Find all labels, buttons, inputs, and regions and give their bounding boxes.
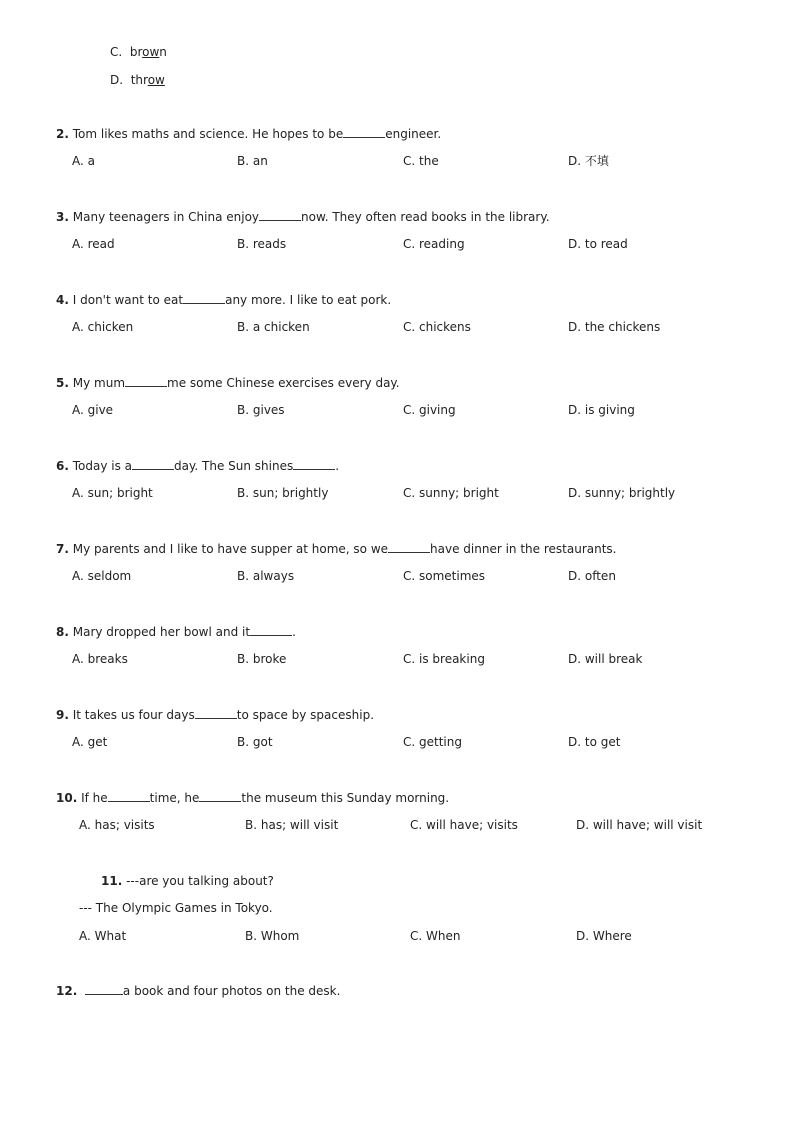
question-stem-part: Mary dropped her bowl and it bbox=[72, 625, 251, 639]
question-10 bbox=[56, 790, 449, 806]
option-d-q1 bbox=[110, 72, 165, 88]
question-stem-part: me some Chinese exercises every day. bbox=[167, 376, 400, 390]
answer-blank[interactable] bbox=[250, 624, 292, 636]
answer-blank[interactable] bbox=[132, 458, 174, 470]
question-number: 6. bbox=[56, 459, 69, 473]
option-b[interactable]: B. got bbox=[237, 735, 273, 749]
option-a[interactable]: A. read bbox=[72, 237, 115, 251]
question-6 bbox=[56, 458, 339, 474]
question-stem-part: I don't want to eat bbox=[72, 293, 184, 307]
question-number: 2. bbox=[56, 127, 69, 141]
answer-blank[interactable] bbox=[108, 790, 150, 802]
question-7 bbox=[56, 541, 616, 557]
option-b[interactable]: B. sun; brightly bbox=[237, 486, 329, 500]
option-c[interactable]: C. When bbox=[410, 929, 461, 943]
option-text-post: n bbox=[159, 45, 167, 59]
option-b[interactable]: B. gives bbox=[237, 403, 285, 417]
option-b[interactable]: B. has; will visit bbox=[245, 818, 339, 832]
option-d[interactable]: D. sunny; brightly bbox=[568, 486, 676, 500]
question-stem-part: have dinner in the restaurants. bbox=[430, 542, 617, 556]
question-stem-part: engineer. bbox=[385, 127, 442, 141]
question-stem-part: If he bbox=[81, 791, 108, 805]
option-a[interactable]: A. a bbox=[72, 154, 95, 168]
option-b[interactable]: B. a chicken bbox=[237, 320, 310, 334]
answer-blank[interactable] bbox=[125, 375, 167, 387]
option-c[interactable]: C. will have; visits bbox=[410, 818, 518, 832]
question-number: 11. bbox=[101, 874, 123, 888]
question-4 bbox=[56, 292, 391, 308]
question-stem: a book and four photos on the desk. bbox=[122, 984, 341, 998]
option-letter: D. bbox=[110, 73, 124, 87]
question-stem-part: any more. I like to eat pork. bbox=[225, 293, 392, 307]
option-c[interactable]: C. sometimes bbox=[403, 569, 486, 583]
option-c[interactable]: C. chickens bbox=[403, 320, 471, 334]
question-number: 5. bbox=[56, 376, 69, 390]
answer-blank[interactable] bbox=[388, 541, 430, 553]
answer-blank[interactable] bbox=[199, 790, 241, 802]
option-b[interactable]: B. an bbox=[237, 154, 268, 168]
question-number: 8. bbox=[56, 625, 69, 639]
question-stem-part: the museum this Sunday morning. bbox=[241, 791, 450, 805]
option-a[interactable]: A. has; visits bbox=[79, 818, 155, 832]
option-d[interactable]: D. to read bbox=[568, 237, 628, 251]
question-stem-part: My mum bbox=[72, 376, 126, 390]
question-stem-part: to space by spaceship. bbox=[236, 708, 375, 722]
option-b[interactable]: B. reads bbox=[237, 237, 287, 251]
question-number: 3. bbox=[56, 210, 69, 224]
answer-blank[interactable] bbox=[293, 458, 335, 470]
question-11 bbox=[101, 873, 274, 889]
question-stem-part: Tom likes maths and science. He hopes to be bbox=[72, 127, 344, 141]
question-stem-part: Today is a bbox=[72, 459, 133, 473]
option-text-pre: thr bbox=[130, 73, 148, 87]
option-a[interactable]: A. chicken bbox=[72, 320, 134, 334]
option-a[interactable]: A. What bbox=[79, 929, 127, 943]
option-c-q1 bbox=[110, 44, 167, 60]
question-stem-part: day. The Sun shines bbox=[174, 459, 294, 473]
question-number: 12. bbox=[56, 984, 78, 998]
question-number: 10. bbox=[56, 791, 78, 805]
option-a[interactable]: A. sun; bright bbox=[72, 486, 153, 500]
option-b[interactable]: B. always bbox=[237, 569, 295, 583]
answer-blank[interactable] bbox=[183, 292, 225, 304]
option-d[interactable]: D. Where bbox=[576, 929, 632, 943]
option-c[interactable]: C. reading bbox=[403, 237, 465, 251]
option-c[interactable]: C. sunny; bright bbox=[403, 486, 499, 500]
question-stem-part: It takes us four days bbox=[72, 708, 195, 722]
option-letter: C. bbox=[110, 45, 123, 59]
dialogue-answer: --- The Olympic Games in Tokyo. bbox=[79, 901, 273, 915]
question-stem-part: . bbox=[292, 625, 296, 639]
option-text-underlined: ow bbox=[147, 73, 165, 87]
question-stem-part: Many teenagers in China enjoy bbox=[72, 210, 260, 224]
option-c[interactable]: C. giving bbox=[403, 403, 456, 417]
question-stem-part: My parents and I like to have supper at home, so we bbox=[72, 542, 389, 556]
question-stem-part: now. They often read books in the library. bbox=[301, 210, 550, 224]
answer-blank[interactable] bbox=[195, 707, 237, 719]
option-c[interactable]: C. is breaking bbox=[403, 652, 485, 666]
answer-blank[interactable] bbox=[343, 126, 385, 138]
option-a[interactable]: A. give bbox=[72, 403, 114, 417]
option-a[interactable]: A. breaks bbox=[72, 652, 128, 666]
option-b[interactable]: B. broke bbox=[237, 652, 287, 666]
option-text-underlined: ow bbox=[142, 45, 160, 59]
option-c[interactable]: C. getting bbox=[403, 735, 462, 749]
question-9 bbox=[56, 707, 374, 723]
question-stem-part: . bbox=[335, 459, 340, 473]
option-d[interactable]: D. to get bbox=[568, 735, 621, 749]
option-d[interactable]: D. often bbox=[568, 569, 616, 583]
question-number: 7. bbox=[56, 542, 69, 556]
option-a[interactable]: A. seldom bbox=[72, 569, 132, 583]
question-2 bbox=[56, 126, 441, 142]
question-3 bbox=[56, 209, 550, 225]
question-stem: ---are you talking about? bbox=[126, 874, 274, 888]
option-d[interactable]: D. is giving bbox=[568, 403, 635, 417]
option-c[interactable]: C. the bbox=[403, 154, 439, 168]
question-number: 4. bbox=[56, 293, 69, 307]
answer-blank[interactable] bbox=[259, 209, 301, 221]
answer-blank[interactable] bbox=[85, 983, 123, 995]
option-d[interactable]: D. the chickens bbox=[568, 320, 661, 334]
option-b[interactable]: B. Whom bbox=[245, 929, 300, 943]
question-12 bbox=[56, 983, 340, 999]
option-d[interactable]: D. 不填 bbox=[568, 154, 609, 168]
question-8 bbox=[56, 624, 296, 640]
option-d[interactable]: D. will break bbox=[568, 652, 643, 666]
question-5 bbox=[56, 375, 400, 391]
option-d[interactable]: D. will have; will visit bbox=[576, 818, 703, 832]
question-stem-part: time, he bbox=[149, 791, 200, 805]
option-a[interactable]: A. get bbox=[72, 735, 108, 749]
option-text-pre: br bbox=[129, 45, 143, 59]
question-number: 9. bbox=[56, 708, 69, 722]
